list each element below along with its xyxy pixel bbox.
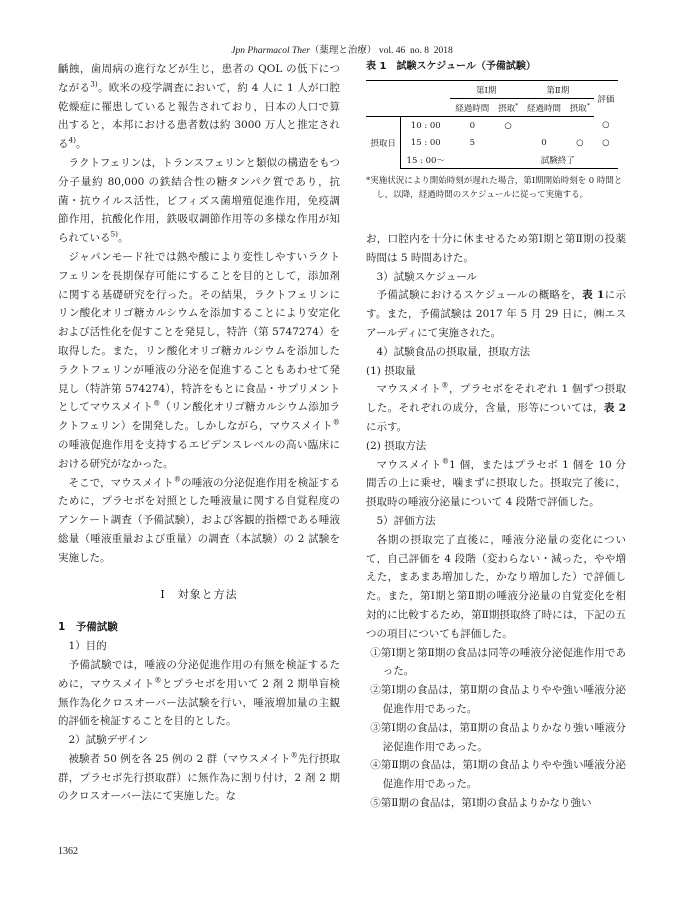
table-ref: 表 2: [603, 402, 626, 415]
table-ref: 表 1: [582, 289, 605, 302]
table-caption: 表 1 試験スケジュール（予備試験）: [366, 61, 536, 72]
page-number: 1362: [58, 846, 78, 857]
subheading-schedule: 3）試験スケジュール: [376, 270, 478, 283]
citation-ref: 3): [90, 79, 98, 89]
header-period-2: 第Ⅱ期: [522, 81, 594, 99]
list-item: ⑤第Ⅱ期の食品は，第Ⅰ期の食品よりかなり強い: [370, 796, 592, 809]
subheading-evaluation: 5）評価方法: [376, 514, 436, 527]
paragraph-intake-amount: マウスメイト®，プラセボをそれぞれ 1 個ずつ摂取した。それぞれの成分，含量，形等については，表 2に示す。: [366, 380, 626, 433]
subheading-intake-method: (2) 摂取方法: [366, 439, 427, 452]
header-evaluation: 評価: [594, 81, 618, 117]
registered-mark: ®: [441, 380, 449, 390]
journal-name: Jpn Pharmacol Ther: [231, 46, 310, 56]
registered-mark: ®: [173, 474, 182, 484]
table-row: 摂取日 10 : 00 0 ○ ○: [366, 117, 618, 135]
table-row: 15 : 00〜 試験終了: [366, 151, 618, 169]
header-elapsed-1: 経過時間: [450, 99, 494, 117]
running-header: [0, 42, 684, 56]
citation-ref: 5): [110, 229, 119, 239]
header-intake-1: 摂取*: [494, 99, 522, 117]
paragraph-schedule: 予備試験におけるスケジュールの概略を，表 1に示す。また，予備試験は 2017 年 5 月 29 日に，㈱エスアールディにて実施された。: [366, 289, 626, 339]
paragraph-intro-continued: 齲蝕，歯周病の進行などが生じ，患者の QOL の低下につながる$^{3)}$。欧米の疫学調査において，約 4 人に 1 人が口腔乾燥症に罹患していると報告されており，日本の人口で算出すると，本邦における患者数は約 3000 万人と推定される$^{4)}$。: [58, 63, 340, 151]
left-column: [58, 60, 340, 806]
table-row: 15 : 00 5 0 ○ ○: [410, 137, 610, 148]
subheading-intake-amount: (1) 摂取量: [366, 364, 416, 377]
paragraph-evaluation: 各期の摂取完了直後に，唾液分泌量の変化について，自己評価を 4 段階（変わらない・減った，やや増えた，まあまあ増加した，かなり増加した）で評価した。また，第Ⅰ期と第Ⅱ期の唾液分泌量の自覚変化を相対的に比較するため，第Ⅱ期摂取終了時には，下記の五つの項目についても評価した。: [366, 533, 626, 640]
citation-ref: 4): [68, 135, 77, 145]
table-footnote: *実施状況により開始時刻が遅れた場合，第Ⅰ期開始時刻を 0 時間とし，以降，経過時間のスケジュールに従って実施する。: [366, 176, 623, 200]
year: 2018: [433, 46, 453, 56]
registered-mark: ®: [441, 456, 450, 466]
list-item: ②第Ⅰ期の食品は，第Ⅱ期の食品よりやや強い唾液分泌促進作用であった。: [370, 684, 626, 715]
schedule-table: [366, 80, 618, 169]
subheading-design: 2）試験デザイン: [68, 734, 148, 747]
row-label-intake-day: 摂取日: [366, 117, 401, 169]
header-period-1: 第Ⅰ期: [450, 81, 522, 99]
paragraph-design: 被験者 50 例を各 25 例の 2 群（マウスメイト®先行摂取群，プラセボ先行摂取群）に無作為に割り付け，2 剤 2 期のクロスオーバー法にて実施した。な: [58, 750, 341, 803]
list-item: ①第Ⅰ期と第Ⅱ期の食品は同等の唾液分泌促進作用であった。: [370, 646, 626, 678]
right-column: [366, 60, 626, 813]
paragraph-study-purpose: そこで，マウスメイト®の唾液の分泌促進作用を検証するために，プラセボを対照とした唾液量に関する自覚程度のアンケート調査（予備試験），および客観的指標である唾液総量（唾液重量および重量）の調査（本試験）の 2 試験を実施した。: [58, 474, 341, 564]
paragraph-japan-mode: ジャパンモード社では熱や酸により変性しやすいラクトフェリンを長期保存可能にすることを目的として，添加剤に関する基礎研究を行った。その結果，ラクトフェリンにリン酸化オリゴ糖カルシウムを添加することにより安定化および活性化を促すことを発見し，特許（第 5747274）を取得した。また，リン酸化オリゴ糖カルシウムを添加したラクトフェリンが唾液の分泌を促進することもあわせて発見し（特許第 574274），特許をもとに食品・サプリメントとしてマウスメイト®（リン酸化オリゴ糖カルシウム添加ラクトフェリン）を開発した。しかしながら，マウスメイト®の唾液促進作用を支持するエビデンスレベルの高い臨床における研究がなかった。: [58, 250, 341, 470]
section-title-methods: Ⅰ 対象と方法: [160, 587, 238, 601]
paragraph-design-continued: お，口腔内を十分に休ませるため第Ⅰ期と第Ⅱ期の投薬時間は 5 時間あけた。: [366, 233, 626, 264]
list-item: ③第Ⅰ期の食品は，第Ⅱ期の食品よりかなり強い唾液分泌促進作用であった。: [370, 721, 626, 753]
registered-mark: ®: [154, 675, 162, 685]
registered-mark: ®: [332, 417, 340, 427]
registered-mark: ®: [152, 398, 161, 408]
list-item: ④第Ⅱ期の食品は，第Ⅰ期の食品よりやや強い唾液分泌促進作用であった。: [370, 759, 626, 791]
issue: no. 8: [409, 46, 429, 56]
journal-title-ja: （薬理と治療）: [309, 46, 377, 56]
paragraph-purpose: 予備試験では，唾液の分泌促進作用の有無を検証するために，マウスメイト®とプラセボを用いて 2 剤 2 期単盲検無作為化クロスオーバー法試験を行い，唾液増加量の主観的評価を検証することを目的とした。: [58, 658, 340, 728]
evaluation-list: [366, 644, 626, 813]
subheading-intake: 4）試験食品の摂取量，摂取方法: [376, 345, 531, 358]
subheading-purpose: 1）目的: [68, 640, 107, 653]
header-elapsed-2: 経過時間: [522, 99, 566, 117]
registered-mark: ®: [290, 750, 298, 760]
volume: vol. 46: [378, 46, 406, 56]
header-intake-2: 摂取*: [566, 99, 594, 117]
paragraph-lactoferrin: ラクトフェリンは，トランスフェリンと類似の構造をもつ分子量約 80,000 の鉄結合性の糖タンパク質であり，抗菌・抗ウイルス活性，ビフィズス菌増殖促進作用，免疫調節作用，抗酸化作用，鉄吸収調節作用等の多様な作用が知られている$^{5)}$。: [58, 156, 340, 245]
paragraph-intake-method: マウスメイト®1 個，またはプラセボ 1 個を 10 分間舌の上に乗せ，噛まずに摂取した。摂取完了後に，摂取時の唾液分泌量について 4 段階で評価した。: [366, 456, 626, 509]
heading-preliminary-study: 1 予備試験: [58, 621, 118, 634]
